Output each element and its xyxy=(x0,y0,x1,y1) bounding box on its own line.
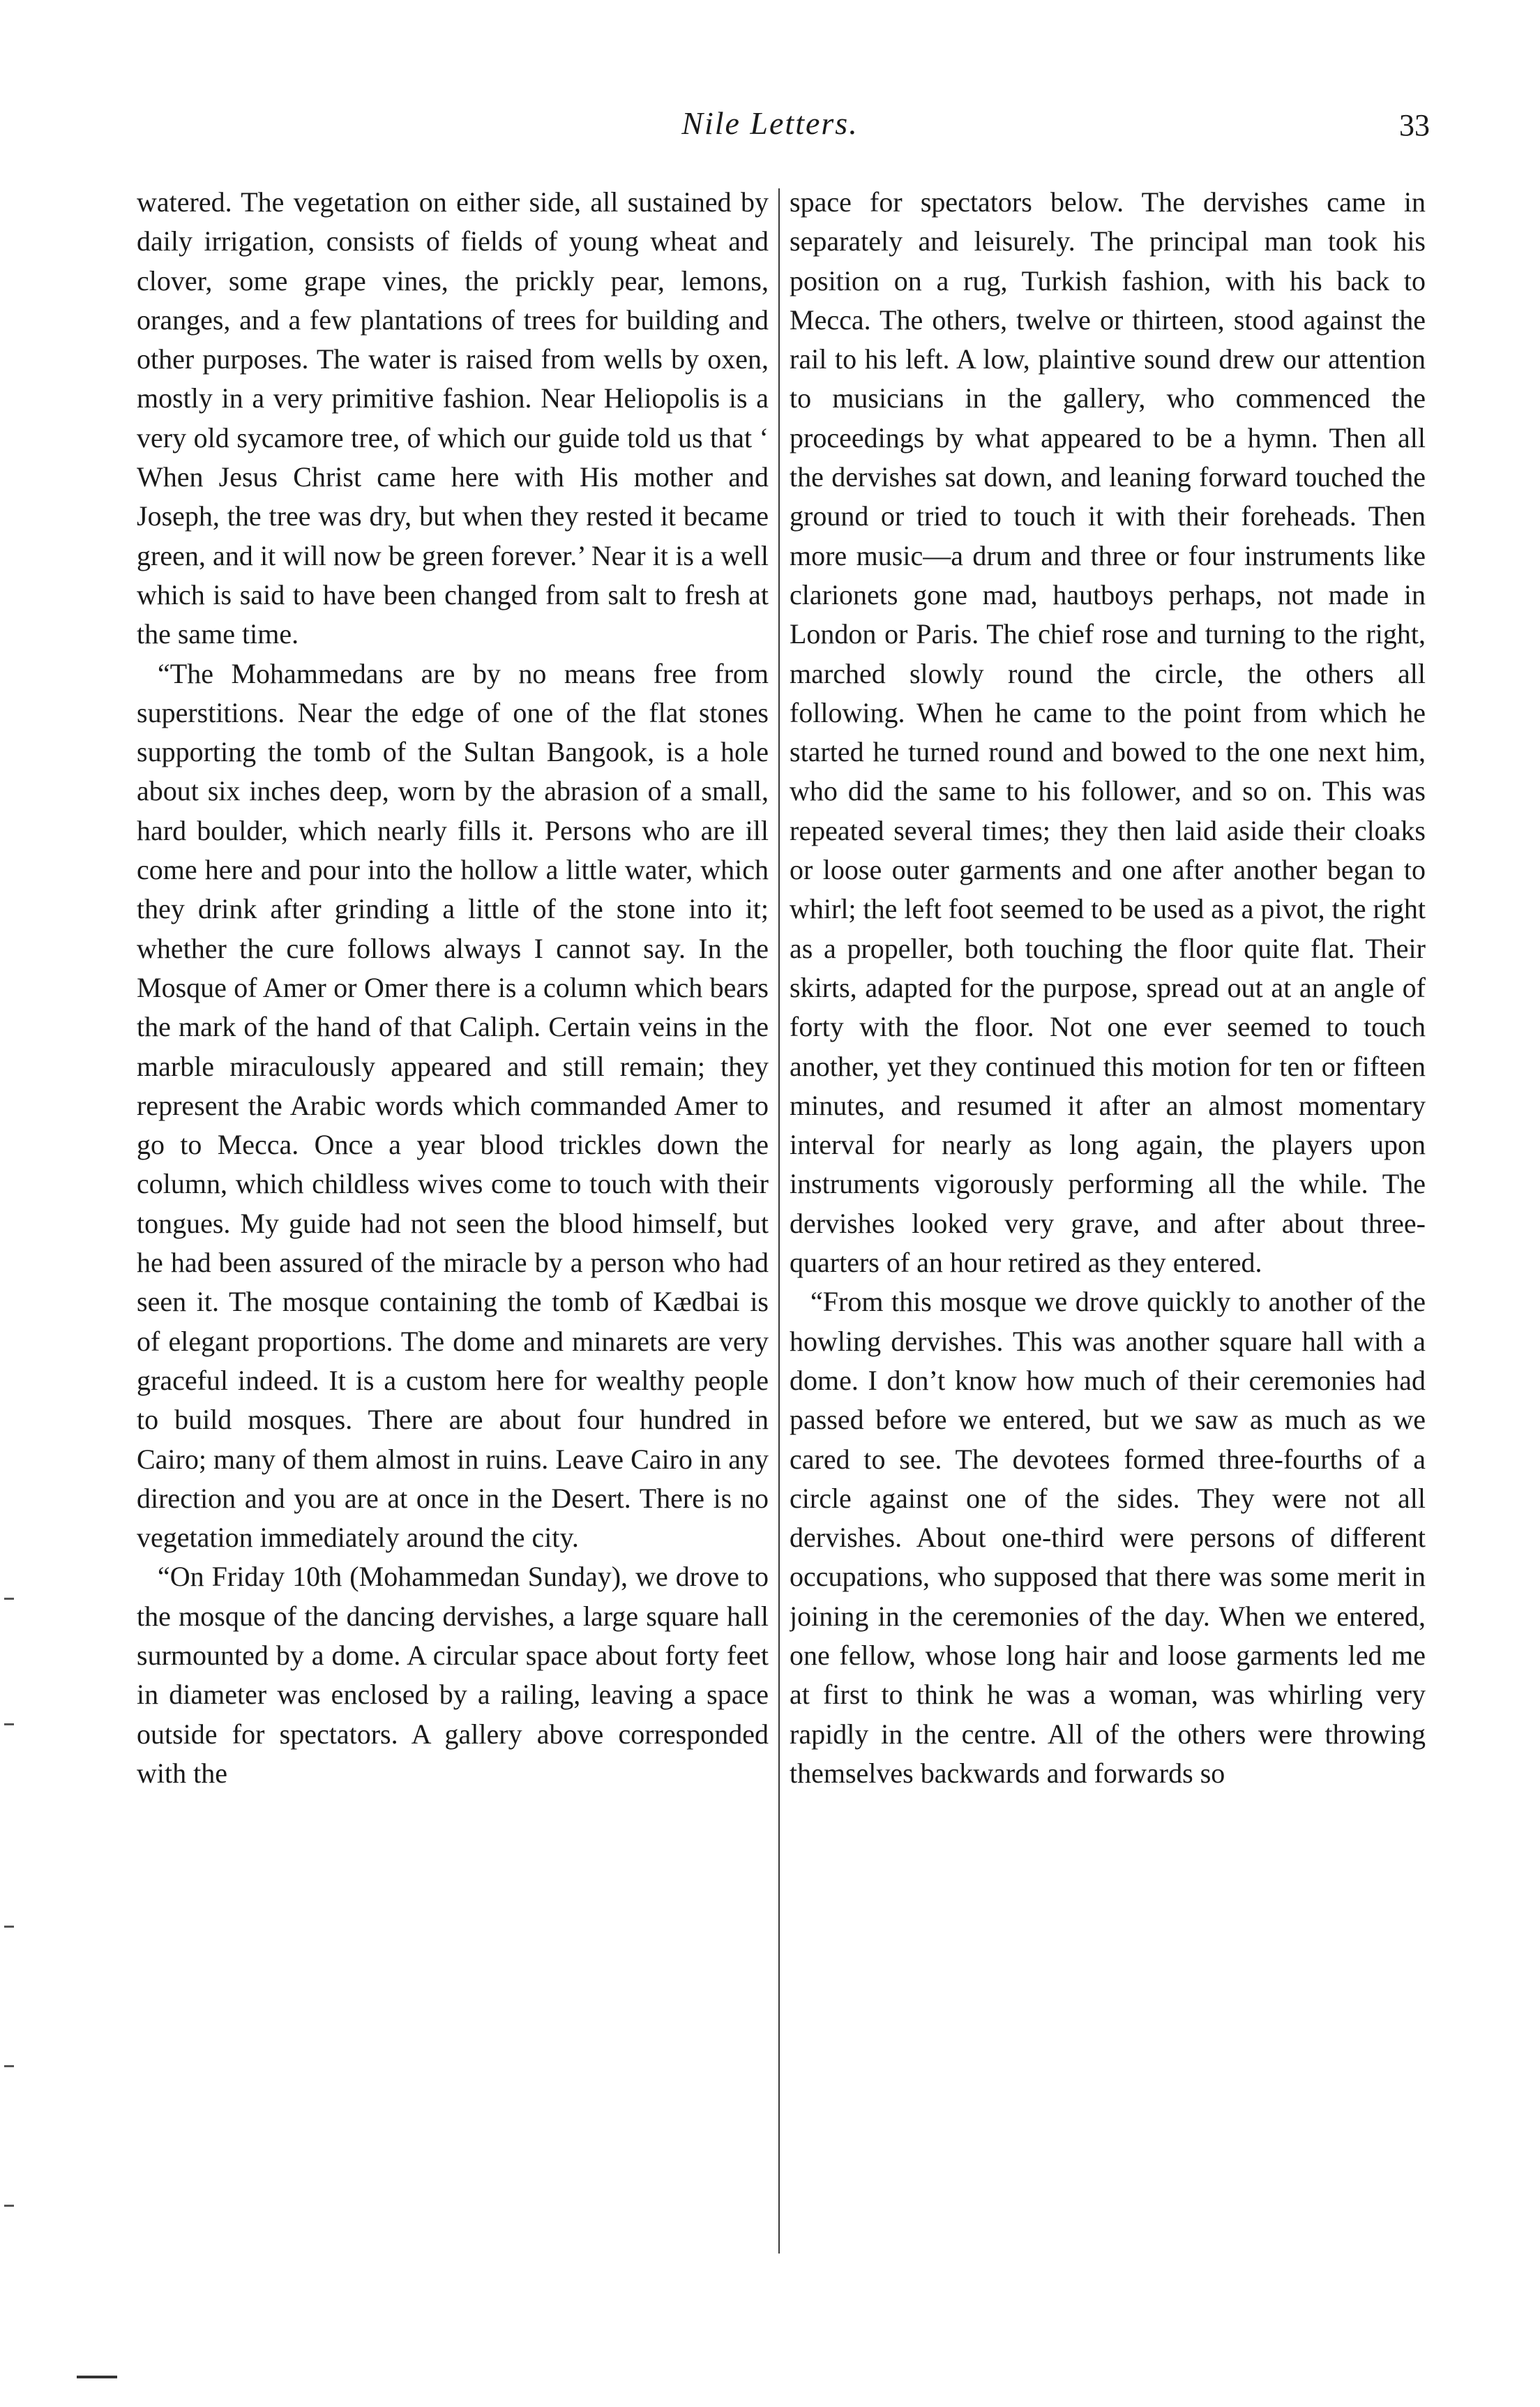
page-number: 33 xyxy=(1399,108,1430,142)
right-paragraph-1: space for spectators below. The dervishes came in separately and leisurely. The principal man took his position on a rug, Turkish fashion, with his back to Mecca. The others, twelve or thirteen, stood against the rail to his left. A low, plaintive sound drew our attention to musicians in the gallery, who commenced the proceedings by what appeared to be a hymn. Then all the dervishes sat down, and leaning forward touched the ground or tried to touch it with their foreheads. Then more music—a drum and three or four instruments like clarionets gone mad, hautboys perhaps, not made in London or Paris. The chief rose and turning to the right, marched slowly round the circle, the others all following. When he came to the point from which he started he turned round and bowed to the one next him, who did the same to his follower, and so on. This was repeated several times; they then laid aside their cloaks or loose outer garments and one after another began to whirl; the left foot seemed to be used as a pivot, the right as a propeller, both touching the floor quite flat. Their skirts, adapted for the purpose, spread out at an angle of forty with the floor. Not one ever seemed to touch another, yet they continued this motion for ten or fifteen minutes, and resumed it after an almost momentary interval for nearly as long again, the players upon instruments vigorously performing all the while. The dervishes looked very grave, and after about three-quarters of an hour retired as they entered. xyxy=(790,186,1426,1279)
left-paragraph-1: watered. The vegetation on either side, all sustained by daily irrigation, consists of fields of young wheat and clover, some grape vines, the prickly pear, lemons, oranges, and a few plantations of trees for building and other purposes. The water is raised from wells by oxen, mostly in a very primitive fashion. Near Heliopolis is a very old sycamore tree, of which our guide told us that ‘ When Jesus Christ came here with His mother and Joseph, the tree was dry, but when they rested it became green, and it will now be green forever.’ Near it is a well which is said to have been changed from salt to fresh at the same time. xyxy=(137,186,769,650)
right-paragraph-2: “From this mosque we drove quickly to another of the howling dervishes. This was another square hall with a dome. I don’t know how much of their ceremonies had passed before we entered, but we saw as much as we cared to see. The devotees formed three-fourths of a circle against one of the sides. They were not all dervishes. About one-third were persons of different occupations, who supposed that there was some merit in joining in the ceremonies of the day. When we entered, one fellow, whose long hair and loose garments led me at first to think he was a woman, was whirling very rapidly in the centre. All of the others were throwing themselves backwards and forwards so xyxy=(790,1286,1426,1789)
margin-mark xyxy=(4,2065,14,2067)
right-column xyxy=(790,183,1426,2276)
margin-mark xyxy=(4,1723,14,1725)
running-title: Nile Letters. xyxy=(681,105,859,141)
margin-mark xyxy=(4,1598,14,1600)
bottom-rule xyxy=(77,2376,117,2378)
left-column xyxy=(137,183,769,2276)
left-paragraph-3: “On Friday 10th (Mohammedan Sunday), we drove to the mosque of the dancing dervishes, a large square hall surmounted by a dome. A circular space about forty feet in diameter was enclosed by a railing, leaving a space outside for spectators. A gallery above corresponded with the xyxy=(137,1561,769,1789)
margin-mark xyxy=(4,1926,14,1928)
left-paragraph-2: “The Mohammedans are by no means free from superstitions. Near the edge of one of the flat stones supporting the tomb of the Sultan Bangook, is a hole about six inches deep, worn by the abrasion of a small, hard boulder, which nearly fills it. Persons who are ill come here and pour into the hollow a little water, which they drink after grinding a little of the stone into it; whether the cure follows always I cannot say. In the Mosque of Amer or Omer there is a column which bears the mark of the hand of that Caliph. Certain veins in the marble miraculously appeared and still remain; they represent the Arabic words which commanded Amer to go to Mecca. Once a year blood trickles down the column, which childless wives come to touch with their tongues. My guide had not seen the blood himself, but he had been assured of the miracle by a person who had seen it. The mosque containing the tomb of Kædbai is of elegant proportions. The dome and minarets are very graceful indeed. It is a custom here for wealthy people to build mosques. There are about four hundred in Cairo; many of them almost in ruins. Leave Cairo in any direction and you are at once in the Desert. There is no vegetation immediately around the city. xyxy=(137,657,769,1554)
margin-mark xyxy=(4,2205,14,2207)
column-divider xyxy=(778,188,780,2254)
running-head xyxy=(0,105,1540,160)
